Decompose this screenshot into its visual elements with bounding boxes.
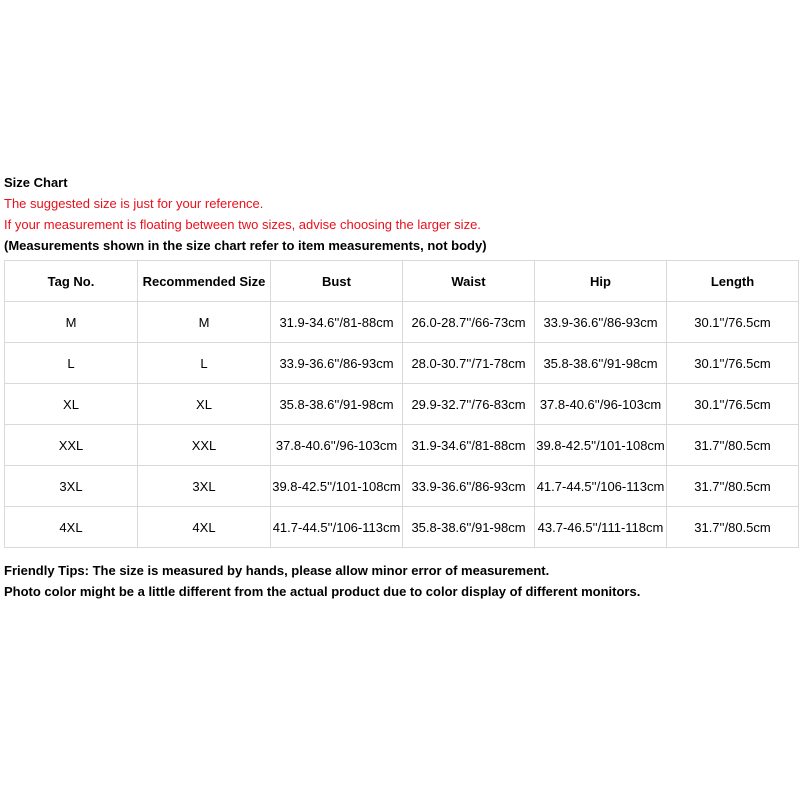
- cell-bust: 37.8-40.6''/96-103cm: [271, 425, 403, 466]
- cell-recommended-size: 4XL: [138, 507, 271, 548]
- cell-bust: 39.8-42.5''/101-108cm: [271, 466, 403, 507]
- header-tag-no: Tag No.: [5, 261, 138, 302]
- cell-waist: 35.8-38.6''/91-98cm: [403, 507, 535, 548]
- cell-hip: 39.8-42.5''/101-108cm: [535, 425, 667, 466]
- cell-length: 31.7''/80.5cm: [667, 425, 799, 466]
- cell-length: 30.1''/76.5cm: [667, 343, 799, 384]
- cell-tag-no: L: [5, 343, 138, 384]
- cell-length: 30.1''/76.5cm: [667, 384, 799, 425]
- cell-hip: 41.7-44.5''/106-113cm: [535, 466, 667, 507]
- table-header-row: [5, 261, 799, 302]
- size-chart-title: Size Chart: [4, 175, 68, 190]
- table-row: [5, 507, 799, 548]
- cell-hip: 33.9-36.6''/86-93cm: [535, 302, 667, 343]
- table-row: [5, 302, 799, 343]
- cell-recommended-size: L: [138, 343, 271, 384]
- cell-recommended-size: XL: [138, 384, 271, 425]
- cell-bust: 33.9-36.6''/86-93cm: [271, 343, 403, 384]
- cell-length: 31.7''/80.5cm: [667, 507, 799, 548]
- cell-recommended-size: XXL: [138, 425, 271, 466]
- header-hip: Hip: [535, 261, 667, 302]
- cell-recommended-size: M: [138, 302, 271, 343]
- cell-recommended-size: 3XL: [138, 466, 271, 507]
- cell-tag-no: 3XL: [5, 466, 138, 507]
- measurement-tip: Friendly Tips: The size is measured by hands, please allow minor error of measurement.: [4, 563, 550, 578]
- cell-tag-no: 4XL: [5, 507, 138, 548]
- table-row: [5, 425, 799, 466]
- measurement-note: (Measurements shown in the size chart refer to item measurements, not body): [4, 238, 487, 253]
- cell-bust: 35.8-38.6''/91-98cm: [271, 384, 403, 425]
- cell-length: 30.1''/76.5cm: [667, 302, 799, 343]
- cell-tag-no: XL: [5, 384, 138, 425]
- floating-size-note: If your measurement is floating between two sizes, advise choosing the larger size.: [4, 217, 481, 232]
- cell-hip: 43.7-46.5''/111-118cm: [535, 507, 667, 548]
- header-bust: Bust: [271, 261, 403, 302]
- cell-bust: 41.7-44.5''/106-113cm: [271, 507, 403, 548]
- cell-hip: 37.8-40.6''/96-103cm: [535, 384, 667, 425]
- cell-waist: 26.0-28.7''/66-73cm: [403, 302, 535, 343]
- table-row: [5, 343, 799, 384]
- color-tip: Photo color might be a little different from the actual product due to color display of different monitors.: [4, 584, 641, 599]
- size-table: [4, 260, 799, 548]
- cell-waist: 33.9-36.6''/86-93cm: [403, 466, 535, 507]
- table-row: [5, 384, 799, 425]
- cell-length: 31.7''/80.5cm: [667, 466, 799, 507]
- header-recommended-size: Recommended Size: [138, 261, 271, 302]
- cell-waist: 31.9-34.6''/81-88cm: [403, 425, 535, 466]
- cell-waist: 28.0-30.7''/71-78cm: [403, 343, 535, 384]
- reference-note: The suggested size is just for your reference.: [4, 196, 264, 211]
- cell-hip: 35.8-38.6''/91-98cm: [535, 343, 667, 384]
- table-row: [5, 466, 799, 507]
- cell-tag-no: M: [5, 302, 138, 343]
- cell-waist: 29.9-32.7''/76-83cm: [403, 384, 535, 425]
- cell-tag-no: XXL: [5, 425, 138, 466]
- cell-bust: 31.9-34.6''/81-88cm: [271, 302, 403, 343]
- header-length: Length: [667, 261, 799, 302]
- header-waist: Waist: [403, 261, 535, 302]
